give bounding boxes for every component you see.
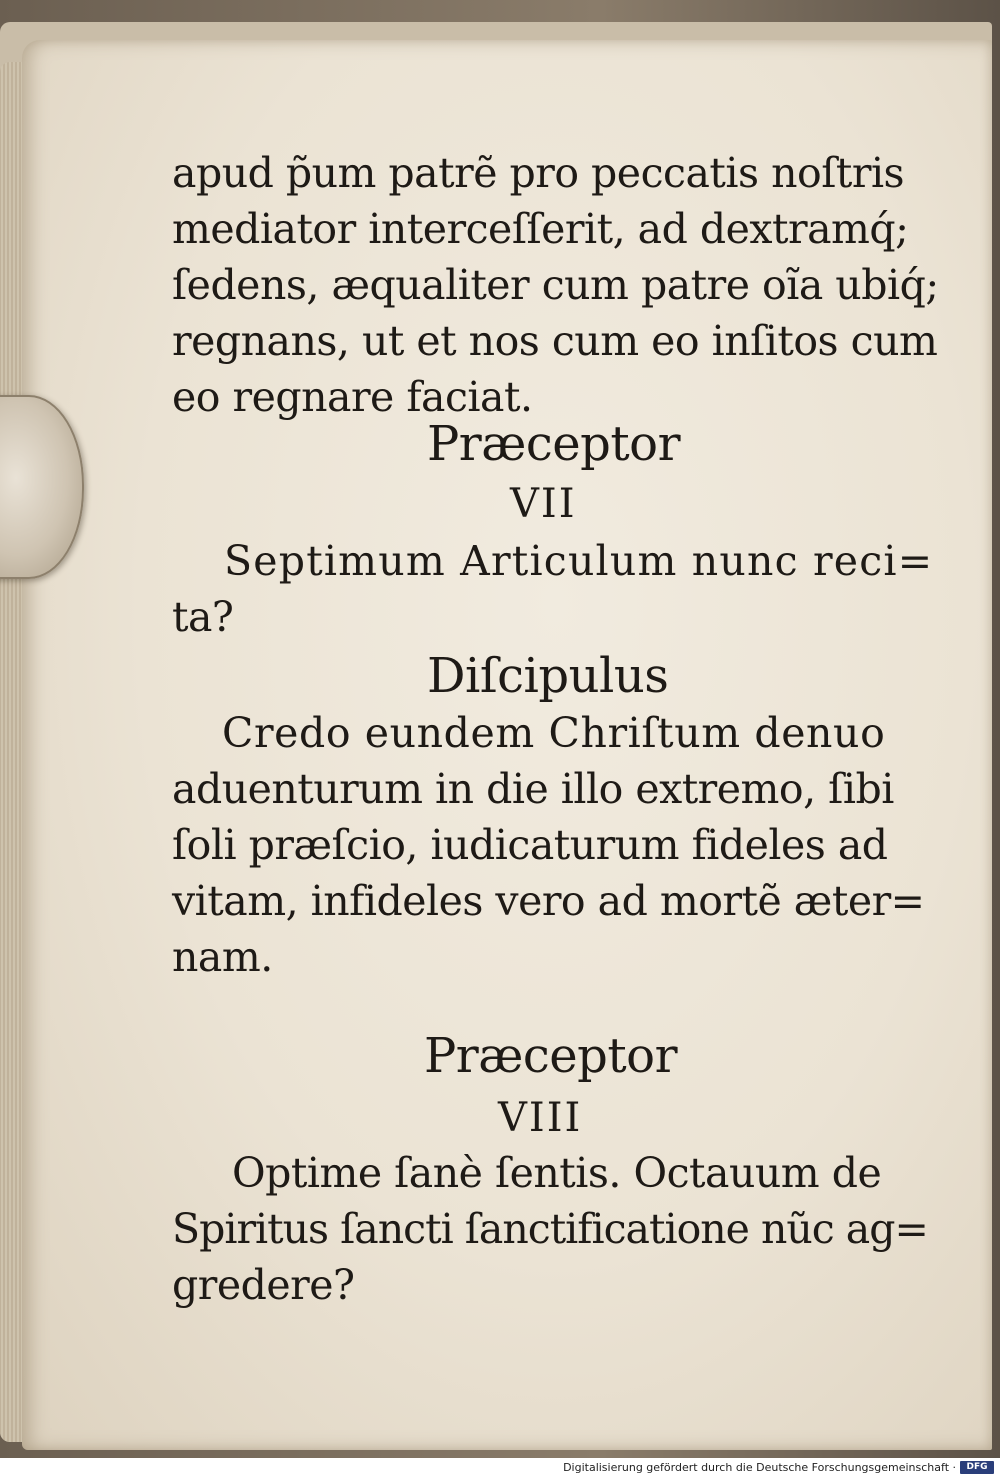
text-line: gredere?: [172, 1261, 355, 1309]
section-number: VII: [510, 481, 577, 527]
text-line: Optime ſanè ſentis. Octauum de: [232, 1149, 882, 1197]
text-line: Spiritus ſancti ſanctificatione nũc ag=: [172, 1205, 928, 1253]
text-line: Credo eundem Chriſtum denuo: [222, 709, 886, 757]
text-line: ſoli præſcio, iudicaturum fideles ad: [172, 821, 888, 869]
section-heading: Diſcipulus: [427, 648, 669, 704]
text-line: aduenturum in die illo extremo, ſibi: [172, 765, 894, 813]
section-heading: Præceptor: [427, 416, 681, 472]
text-line: Septimum Articulum nunc reci=: [224, 537, 934, 585]
text-line: apud p̃um patrẽ pro peccatis noſtris: [172, 149, 905, 197]
text-line: nam.: [172, 933, 273, 981]
dfg-logo-icon: DFG: [960, 1461, 994, 1474]
text-line: eo regnare faciat.: [172, 373, 533, 421]
text-line: ſedens, æqualiter cum patre oĩa ubiq́;: [172, 261, 939, 309]
text-line: regnans, ut et nos cum eo inſitos cum: [172, 317, 938, 365]
digitization-footer: [0, 1458, 1000, 1477]
section-heading: Præceptor: [424, 1028, 678, 1084]
section-number: VIII: [498, 1095, 583, 1141]
text-line: vitam, infideles vero ad mortẽ æter=: [172, 877, 925, 925]
text-line: ta?: [172, 593, 234, 641]
page-edges: [0, 62, 24, 1442]
footer-credit: Digitalisierung gefördert durch die Deutsche Forschungsgemeinschaft ·: [563, 1461, 956, 1474]
text-line: mediator interceſſerit, ad dextramq́;: [172, 205, 909, 253]
